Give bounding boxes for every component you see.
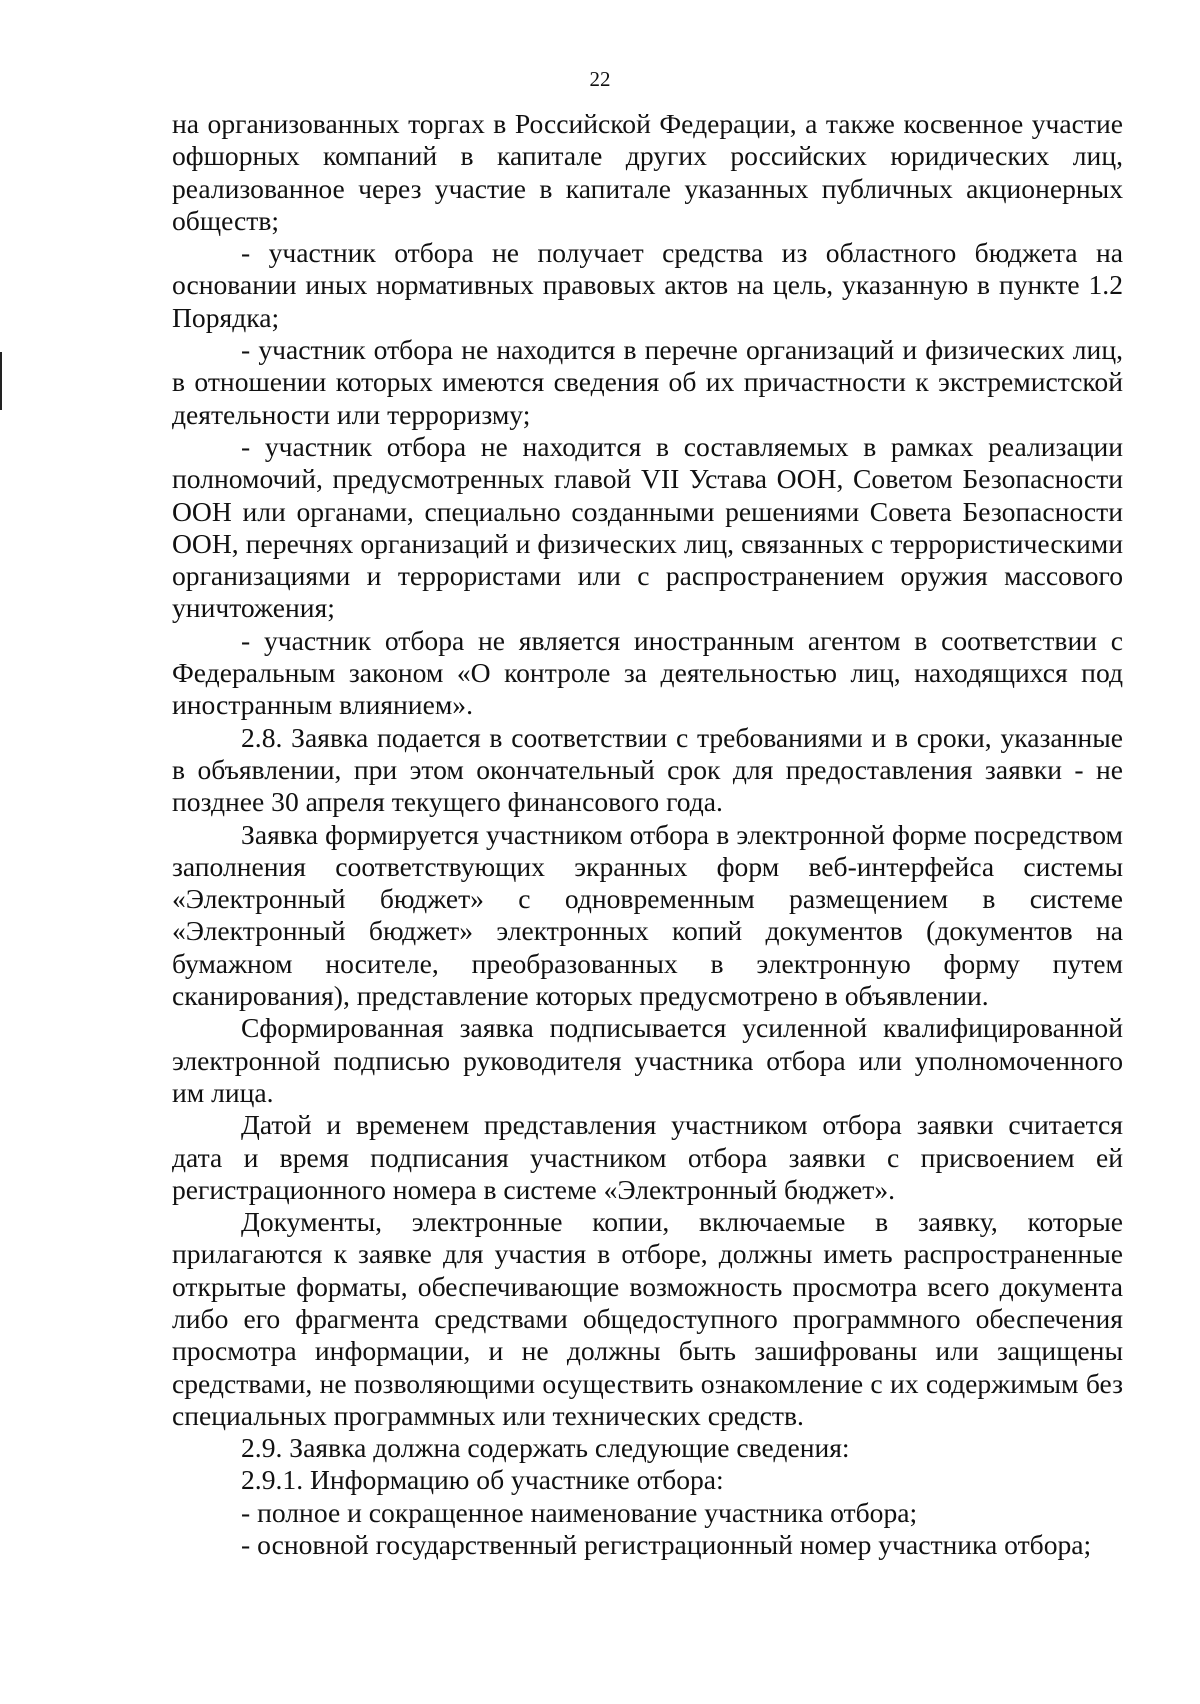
paragraph-4: - участник отбора не находится в составляемых в рамках реализации полномочий, предусмотренных главой VII Устава ООН, Советом Безопасности ООН или органами, специально созданными решениями Совета Безопасности ООН, перечнях организаций и физических лиц, связанных с террористическими организациями и террористами или с распространением оружия массового уничтожения; — [172, 430, 1123, 624]
document-body — [172, 108, 1123, 1561]
paragraph-9: Датой и временем представления участником отбора заявки считается дата и время подписания участником отбора заявки с присвоением ей регистрационного номера в системе «Электронный бюджет». — [172, 1109, 1123, 1205]
paragraph-3: - участник отбора не находится в перечне организаций и физических лиц, в отношении которых имеются сведения об их причастности к экстремистской деятельности или терроризму; — [172, 334, 1123, 430]
page-number: 22 — [589, 67, 611, 91]
paragraph-13: - полное и сокращенное наименование участника отбора; — [241, 1496, 918, 1528]
paragraph-2: - участник отбора не получает средства из областного бюджета на основании иных нормативных правовых актов на цель, указанную в пункте 1.2 Порядка; — [172, 237, 1123, 333]
paragraph-7: Заявка формируется участником отбора в электронной форме посредством заполнения соответствующих экранных форм веб-интерфейса системы «Электронный бюджет» с одновременным размещением в системе «Электронный бюджет» электронных копий документов (документов на бумажном носителе, преобразованных в электронную форму путем сканирования), представление которых предусмотрено в объявлении. — [172, 818, 1123, 1012]
paragraph-6: 2.8. Заявка подается в соответствии с требованиями и в сроки, указанные в объявлении, при этом окончательный срок для предоставления заявки - не позднее 30 апреля текущего финансового года. — [172, 721, 1123, 818]
paragraph-10: Документы, электронные копии, включаемые в заявку, которые прилагаются к заявке для участия в отборе, должны иметь распространенные открытые форматы, обеспечивающие возможность просмотра всего документа либо его фрагмента средствами общедоступного программного обеспечения просмотра информации, и не должны быть зашифрованы или защищены средствами, не позволяющими осуществить ознакомление с их содержимым без специальных программных или технических средств. — [172, 1206, 1123, 1431]
paragraph-12: 2.9.1. Информацию об участнике отбора: — [241, 1464, 724, 1496]
paragraph-14: - основной государственный регистрационный номер участника отбора; — [241, 1529, 1092, 1561]
paragraph-5: - участник отбора не является иностранным агентом в соответствии с Федеральным законом «О контроле за деятельностью лиц, находящихся под иностранным влиянием». — [172, 624, 1123, 721]
paragraph-8: Сформированная заявка подписывается усиленной квалифицированной электронной подписью руководителя участника отбора или уполномоченного им лица. — [172, 1012, 1123, 1108]
scan-edge-mark — [0, 352, 2, 410]
paragraph-11: 2.9. Заявка должна содержать следующие сведения: — [241, 1432, 850, 1464]
paragraph-1: на организованных торгах в Российской Федерации, а также косвенное участие офшорных компаний в капитале других российских юридических лиц, реализованное через участие в капитале указанных публичных акционерных обществ; — [172, 108, 1123, 236]
